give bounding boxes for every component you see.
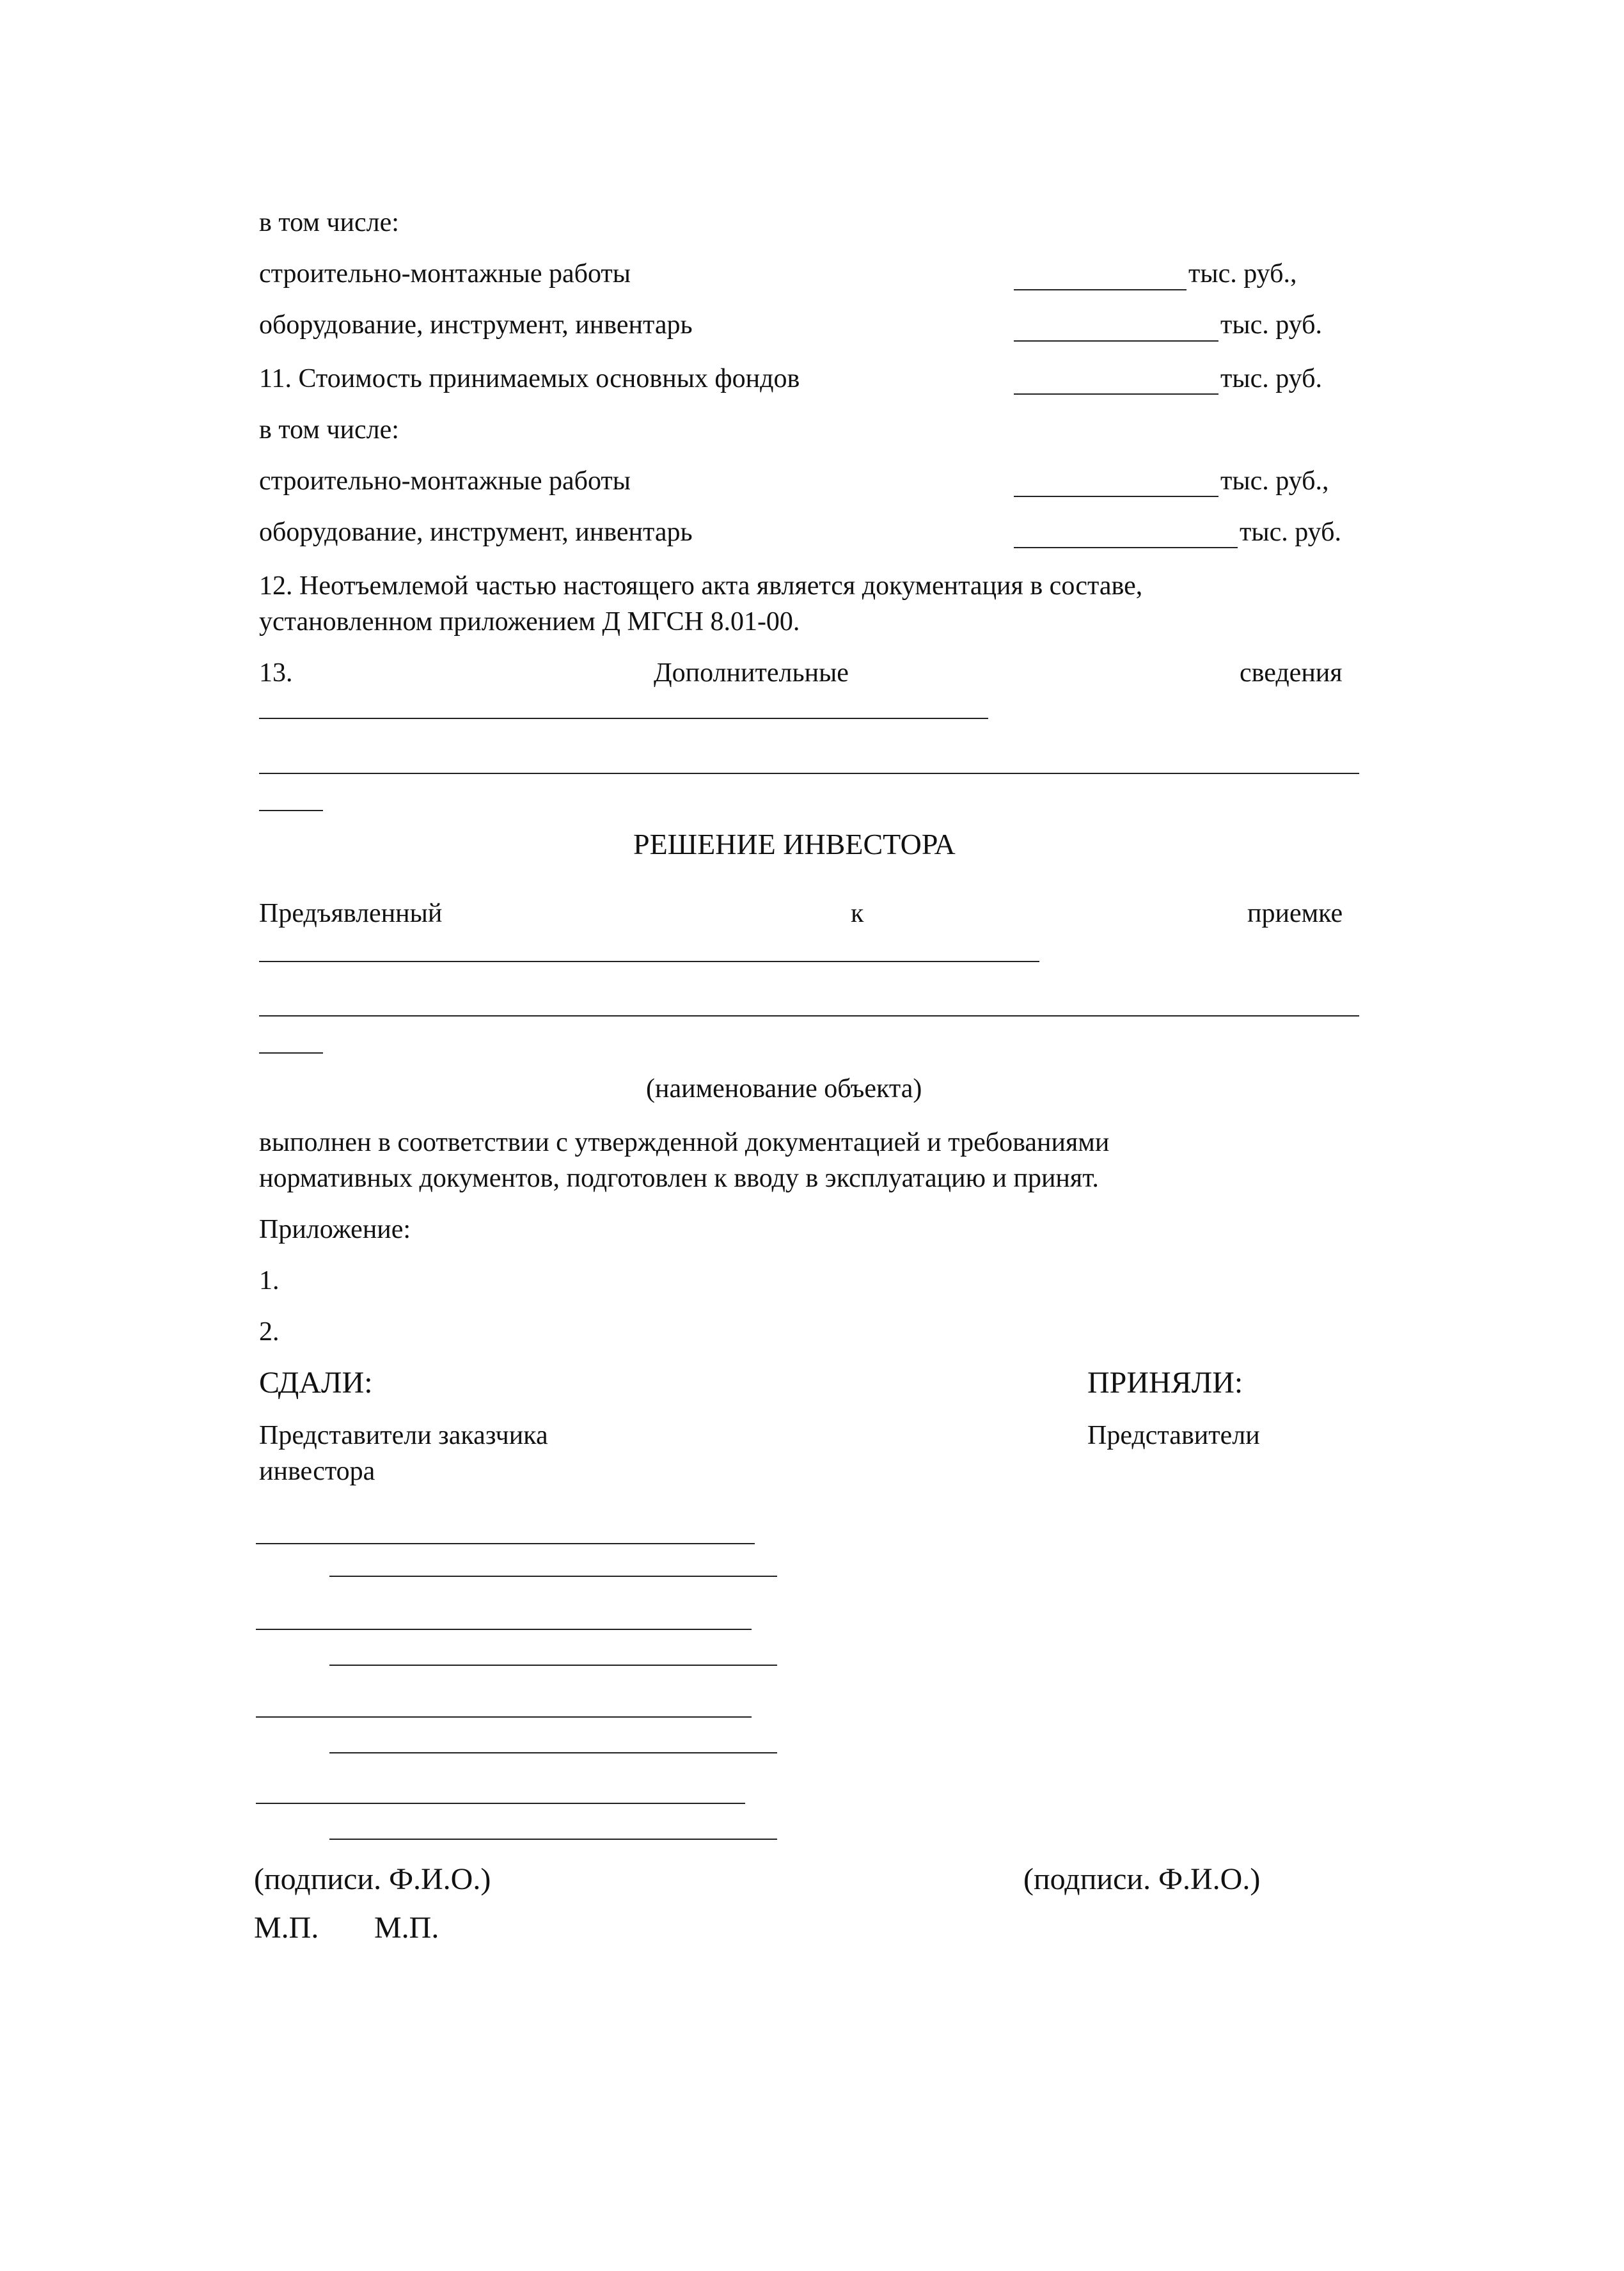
cost-row-label-smr-1: строительно-монтажные работы [259,259,631,289]
stamp-place-2: М.П. [374,1911,439,1945]
signature-line-7[interactable] [256,1803,745,1804]
cost-row-label-smr-2: строительно-монтажные работы [259,466,631,496]
object-name-field-line-2[interactable] [259,1015,1359,1017]
signature-line-6[interactable] [329,1752,777,1753]
cost-field-equipment-1[interactable] [1014,340,1218,342]
cost-row-unit-smr-2: тыс. руб., [1220,466,1329,496]
including-label-2: в том числе: [259,415,399,445]
item-12-line-1: 12. Неотъемлемой частью настоящего акта является документация в составе, [259,571,1143,601]
cost-row-unit-smr-1: тыс. руб., [1188,259,1297,289]
item-11-field[interactable] [1014,393,1218,395]
decision-word-acceptance: приемке [1247,899,1343,928]
item-12-line-2: установленном приложением Д МГСН 8.01-00. [259,607,800,637]
stamp-place-1: М.П. [254,1911,319,1945]
cost-row-unit-equipment-2: тыс. руб. [1240,518,1341,547]
decision-text-line-2: нормативных документов, подготовлен к вводу в эксплуатацию и принят. [259,1164,1099,1193]
customer-representatives-label: Представители заказчика [259,1421,548,1450]
item-13-word-info: сведения [1240,658,1343,688]
appendix-label: Приложение: [259,1215,411,1244]
object-name-field-line-1[interactable] [259,961,1039,962]
cost-row-label-equipment-1: оборудование, инструмент, инвентарь [259,310,693,340]
signatures-caption-right: (подписи. Ф.И.О.) [1023,1862,1261,1896]
decision-title: РЕШЕНИЕ ИНВЕСТОРА [633,828,956,860]
decision-text-line-1: выполнен в соответствии с утвержденной документацией и требованиями [259,1128,1110,1157]
item-13-number: 13. [259,658,293,688]
including-label-1: в том числе: [259,208,399,237]
accepted-heading: ПРИНЯЛИ: [1087,1366,1243,1400]
signature-line-4[interactable] [329,1665,777,1666]
item-13-word-additional: Дополнительные [654,658,849,688]
investor-label: инвестора [259,1457,375,1486]
item-13-field-line-3[interactable] [259,810,323,811]
handed-over-heading: СДАЛИ: [259,1366,373,1400]
item-11-unit: тыс. руб. [1220,364,1322,393]
signature-line-2[interactable] [329,1576,777,1577]
appendix-item-1: 1. [259,1266,280,1295]
signatures-caption-left: (подписи. Ф.И.О.) [254,1862,491,1896]
signature-line-3[interactable] [256,1629,752,1630]
object-name-field-line-3[interactable] [259,1052,323,1054]
object-name-caption: (наименование объекта) [646,1074,922,1104]
signature-line-5[interactable] [256,1716,752,1718]
appendix-item-2: 2. [259,1317,280,1347]
representatives-label: Представители [1087,1421,1260,1450]
item-11-label: 11. Стоимость принимаемых основных фондов [259,364,800,393]
cost-row-unit-equipment-1: тыс. руб. [1220,310,1322,340]
cost-row-label-equipment-2: оборудование, инструмент, инвентарь [259,518,693,547]
item-13-field-line-2[interactable] [259,773,1359,774]
signature-line-1[interactable] [256,1543,755,1544]
item-13-field-line-1[interactable] [259,718,988,719]
cost-field-smr-2[interactable] [1014,496,1218,497]
cost-field-equipment-2[interactable] [1014,547,1238,548]
decision-word-to: к [851,899,864,928]
signature-line-8[interactable] [329,1839,777,1840]
decision-word-presented: Предъявленный [259,899,443,928]
cost-field-smr-1[interactable] [1014,289,1186,290]
